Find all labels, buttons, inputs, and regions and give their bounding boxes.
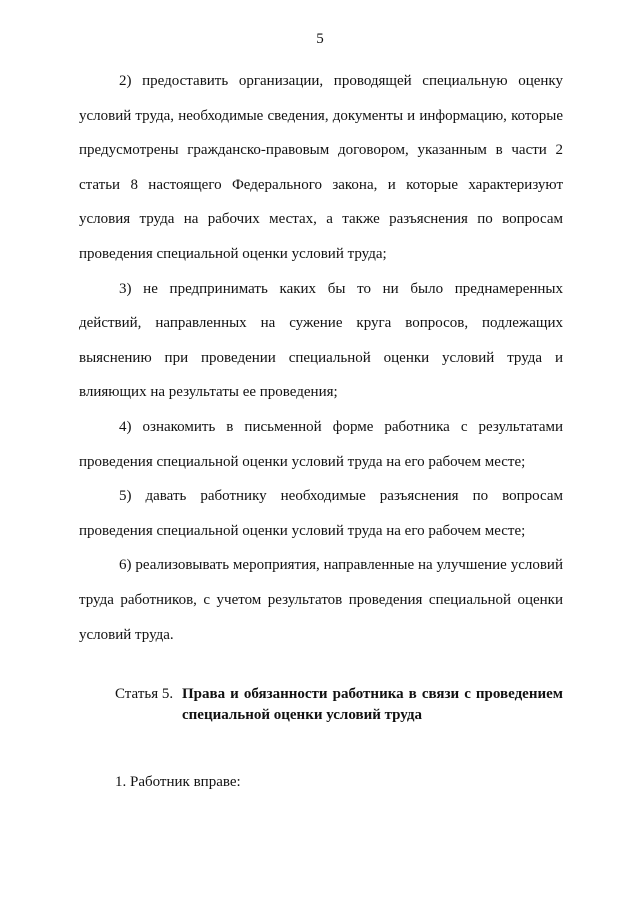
- paragraph-item-3: 3) не предпринимать каких бы то ни было преднамеренных действий, направленных на сужение круга вопросов, подлежащих выяснению при проведении специальной оценки условий труда и влияющих на результаты ее проведения;: [79, 280, 563, 401]
- page-number: 5: [316, 31, 324, 47]
- article-title: Права и обязанности работника в связи с проведением специальной оценки условий труда: [182, 686, 563, 723]
- paragraph-item-6: 6) реализовывать мероприятия, направленные на улучшение условий труда работников, с учетом результатов проведения специальной оценки условий труда.: [79, 557, 563, 643]
- paragraph-item-2: 2) предоставить организации, проводящей специальную оценку условий труда, необходимые сведения, документы и информацию, которые предусмотрены гражданско-правовым договором, указанным в части 2 статьи 8 настоящего Федерального закона, и которые характеризуют условия труда на рабочих местах, а также разъяснения по вопросам проведения специальной оценки условий труда;: [79, 73, 563, 262]
- body-text: [79, 64, 563, 652]
- clause-1: 1. Работник вправе:: [115, 774, 241, 790]
- paragraph-item-4: 4) ознакомить в письменной форме работника с результатами проведения специальной оценки условий труда на его рабочем месте;: [79, 418, 563, 470]
- paragraph-item-5: 5) давать работнику необходимые разъяснения по вопросам проведения специальной оценки условий труда на его рабочем месте;: [79, 488, 563, 539]
- article-label: Статья 5.: [115, 686, 174, 702]
